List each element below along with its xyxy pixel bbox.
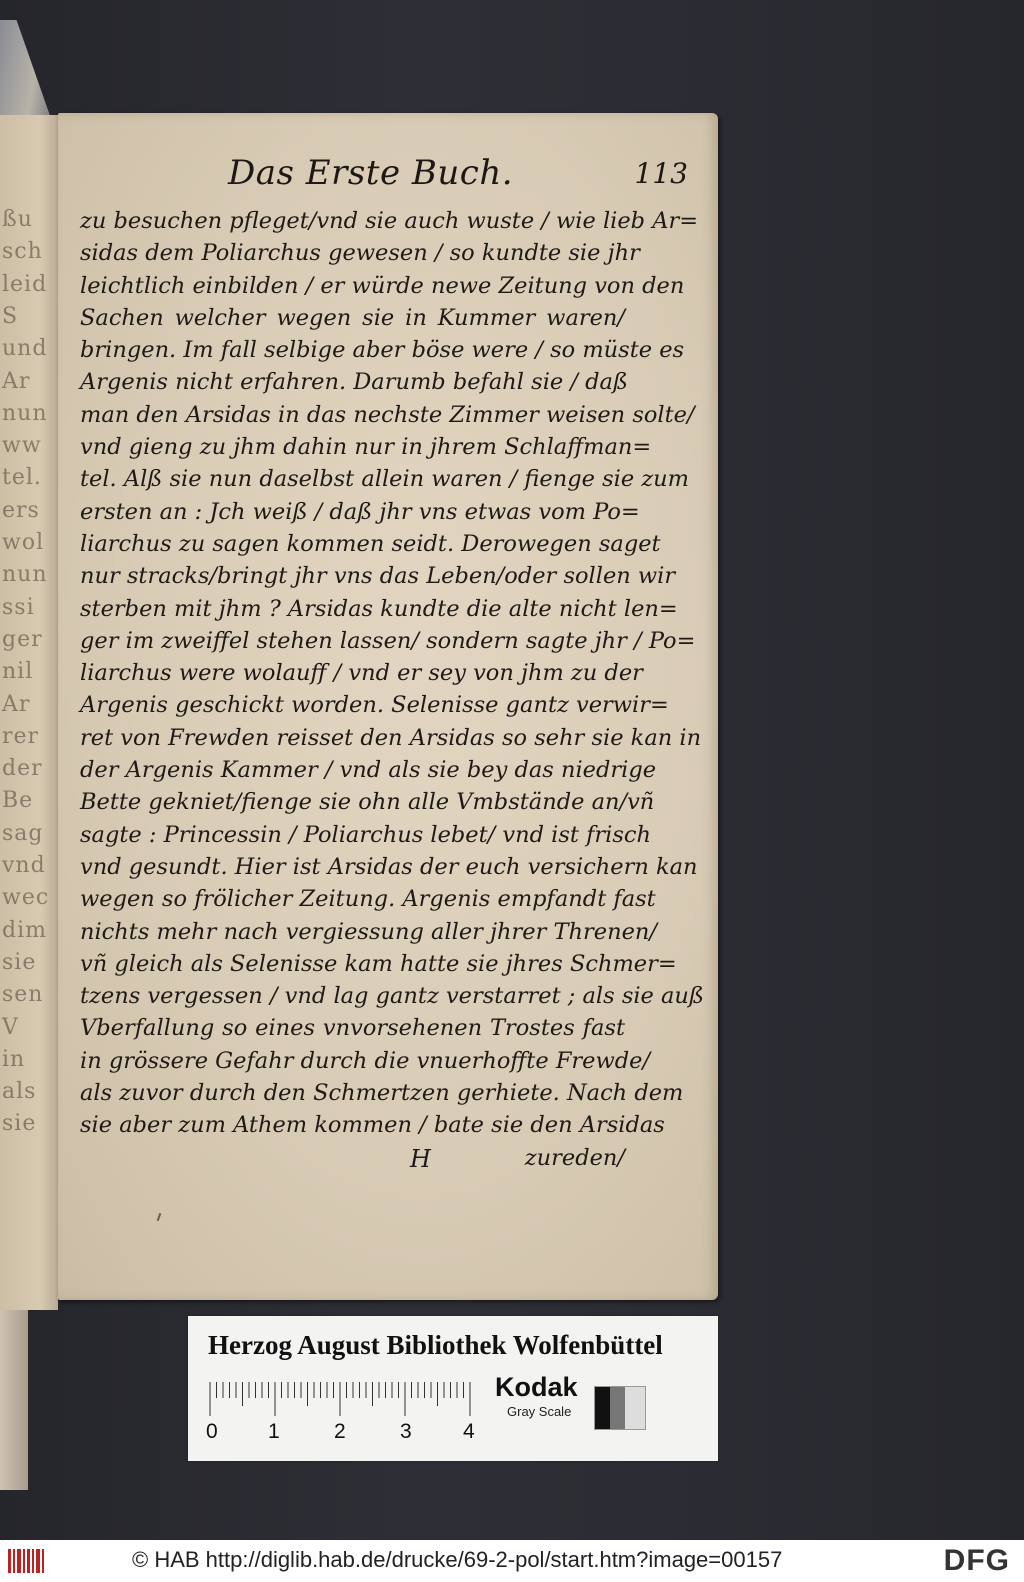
text-line: leichtlich einbilden / er würde newe Zeitung von den — [80, 272, 685, 299]
text-line: vnd gesundt. Hier ist Arsidas der euch versichern kan — [80, 853, 698, 880]
page-number: 113 — [634, 157, 688, 190]
previous-page-text-fragment: nun — [2, 562, 48, 588]
text-line: Vberfallung so eines vnvorsehenen Trostes fast — [80, 1015, 625, 1042]
previous-page-text-fragment: und — [2, 336, 48, 362]
footer-bar — [0, 1540, 1024, 1582]
previous-page-text-fragment: sag — [2, 820, 44, 846]
text-line: sterben mit jhm ? Arsidas kundte die alte nicht len= — [80, 595, 678, 622]
previous-page-text-fragment: nun — [2, 400, 48, 426]
kodak-logo: Kodak — [495, 1372, 578, 1402]
ruler-ticks — [208, 1378, 478, 1420]
signature-mark: H — [410, 1145, 431, 1173]
text-line: tzens vergessen / vnd lag gantz verstarret ; als sie auß — [80, 983, 704, 1010]
ruler-label-3: 3 — [400, 1420, 412, 1443]
previous-page-text-fragment: der — [2, 756, 43, 782]
previous-page-text-fragment: vnd — [2, 853, 46, 878]
previous-page-text-fragment: sch — [2, 239, 43, 265]
gray-scale-patch — [594, 1386, 646, 1430]
previous-page-text-fragment: als — [2, 1079, 37, 1105]
body-text — [80, 205, 704, 1142]
text-line: tel. Alß sie nun daselbst allein waren / fienge sie zum — [80, 466, 689, 493]
text-line: ret von Frewden reisset den Arsidas so sehr sie kan in — [80, 724, 702, 751]
text-line: zu besuchen pfleget/vnd sie auch wuste / wie lieb Ar= — [80, 208, 699, 234]
text-line: als zuvor durch den Schmertzen gerhiete. Nach dem — [80, 1080, 684, 1107]
previous-page-text-fragment: in — [2, 1046, 26, 1072]
previous-page-text-fragment: rer — [2, 723, 40, 749]
text-line: vñ gleich als Selenisse kam hatte sie jhres Schmer= — [80, 950, 677, 977]
ruler-label-4: 4 — [463, 1420, 475, 1443]
signature-line — [80, 1145, 625, 1179]
color-calibration-card — [188, 1316, 718, 1461]
previous-page-text-fragment: Be — [2, 788, 34, 814]
text-line: Bette gekniet/fienge sie ohn alle Vmbstände an/vñ — [80, 789, 655, 816]
previous-page-text-fragment: sie — [2, 1111, 37, 1137]
institution-name: Herzog August Bibliothek Wolfenbüttel — [208, 1330, 663, 1360]
text-line: der Argenis Kammer / vnd als sie bey das niedrige — [80, 757, 657, 784]
previous-page-text-fragment: ßu — [2, 207, 33, 232]
text-line: wegen so frölicher Zeitung. Argenis empfandt fast — [80, 886, 656, 913]
previous-page-lower-edge — [0, 1310, 28, 1490]
previous-page-text-fragment: ers — [2, 497, 40, 523]
previous-page-text-fragment: S — [2, 303, 19, 329]
copyright-link[interactable]: © HAB http://diglib.hab.de/drucke/69-2-pol/start.htm?image=00157 — [132, 1547, 783, 1572]
text-line: vnd gieng zu jhm dahin nur in jhrem Schlaffman= — [80, 434, 652, 461]
text-line: in grössere Gefahr durch die vnuerhoffte Frewde/ — [80, 1047, 651, 1074]
previous-page-edge — [0, 115, 58, 1310]
text-line: liarchus zu sagen kommen seidt. Derowegen saget — [80, 530, 661, 557]
stray-ink-mark — [157, 1213, 162, 1221]
gray-scale-label: Gray Scale — [507, 1404, 572, 1419]
previous-page-text-fragment: dim — [2, 917, 47, 943]
text-line: nur stracks/bringt jhr vns das Leben/oder sollen wir — [80, 563, 676, 590]
previous-page-text-fragment: Ar — [2, 368, 31, 394]
catchword: zureden/ — [524, 1145, 625, 1171]
text-line: sie aber zum Athem kommen / bate sie den Arsidas — [80, 1112, 665, 1139]
running-head-title: Das Erste Buch. — [228, 153, 514, 193]
ruler-label-2: 2 — [334, 1420, 346, 1443]
previous-page-text-fragment: sie — [2, 949, 37, 975]
previous-page-text-fragment: Ar — [2, 691, 31, 717]
previous-page-text-fragment: ger — [2, 626, 43, 652]
previous-page-text-fragment: sen — [2, 982, 44, 1008]
running-head — [228, 153, 688, 203]
text-line: ger im zweiffel stehen lassen/ sondern sagte jhr / Po= — [80, 627, 696, 654]
text-line: bringen. Im fall selbige aber böse were / so müste es — [80, 337, 685, 364]
previous-page-text-fragment: ssi — [2, 594, 35, 620]
text-line: Argenis nicht erfahren. Darumb befahl sie / daß — [80, 369, 628, 396]
text-line: ersten an : Jch weiß / daß jhr vns etwas vom Po= — [80, 498, 640, 525]
text-line: sagte : Princessin / Poliarchus lebet/ vnd ist frisch — [80, 821, 652, 848]
text-line: man den Arsidas in das nechste Zimmer weisen solte/ — [80, 401, 695, 428]
text-line: Argenis geschickt worden. Selenisse gantz verwir= — [80, 692, 669, 719]
hab-barcode-icon — [6, 1546, 48, 1576]
scale-ruler — [206, 1378, 478, 1443]
previous-page-text-fragment: nil — [2, 659, 34, 685]
dfg-logo: DFG — [943, 1544, 1010, 1577]
previous-page-text-fragment: leid — [2, 271, 48, 297]
previous-page-text-fragment: ww — [2, 433, 42, 459]
book-page — [58, 113, 718, 1300]
previous-page-text-fragment: tel. — [2, 465, 42, 491]
previous-page-text-fragment: wol — [2, 530, 45, 555]
text-line: liarchus were wolauff / vnd er sey von jhm zu der — [80, 660, 643, 687]
ruler-label-0: 0 — [206, 1420, 218, 1443]
text-line: nichts mehr nach vergiessung aller jhrer Threnen/ — [80, 918, 657, 945]
text-line: sidas dem Poliarchus gewesen / so kundte sie jhr — [80, 240, 640, 267]
ruler-label-1: 1 — [268, 1420, 280, 1443]
text-line: Sachen welcher wegen sie in Kummer waren/ — [80, 304, 625, 331]
previous-page-text-fragment: wec — [2, 885, 50, 911]
previous-page-text-fragment: V — [2, 1014, 19, 1040]
